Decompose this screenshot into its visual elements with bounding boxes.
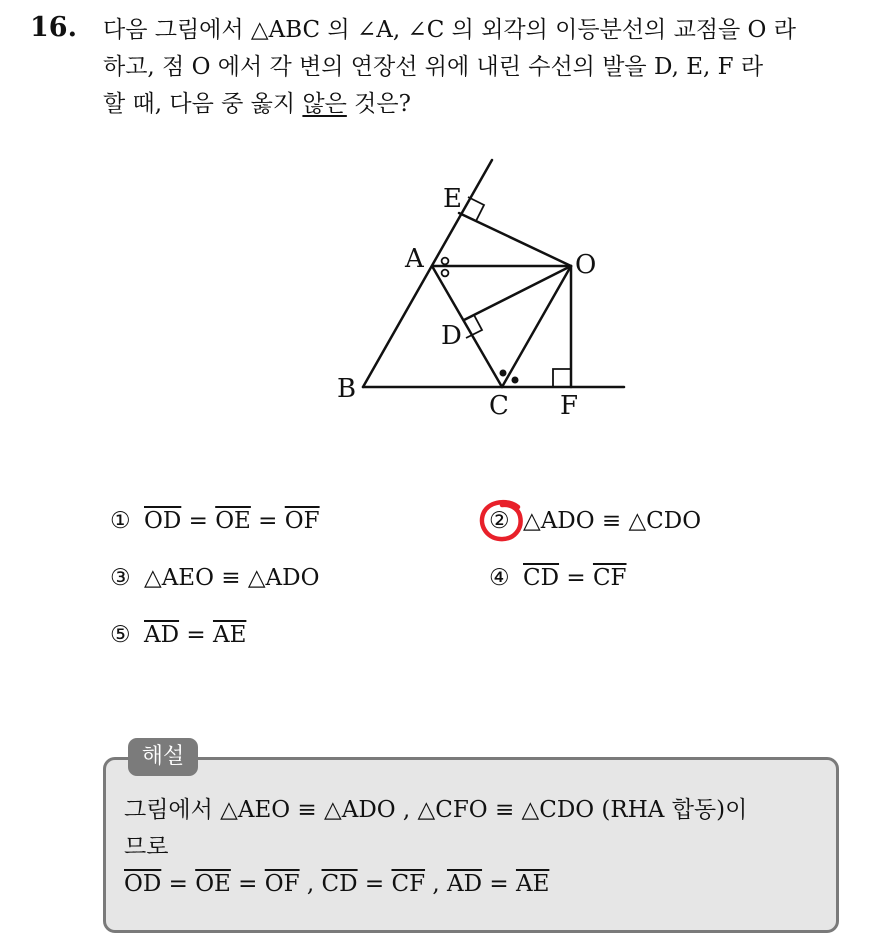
segment-ae: $\overline{AE}$ [212,622,247,648]
segment-ad: $\overline{AD}$ [446,871,483,897]
choice-2-text: △ADO ≡ △CDO [523,508,702,534]
choice-5-number: ⑤ [110,622,131,648]
segment-of: $\overline{OF}$ [264,871,300,897]
choice-2-number: ② [489,508,510,534]
segment-oe: $\overline{OE}$ [195,871,231,897]
segment-ad: $\overline{AD}$ [144,622,180,648]
line-b-to-e-extension [363,160,492,387]
segment-od: $\overline{OD}$ [124,871,162,897]
right-angle-mark-f [553,369,571,387]
label-c: C [489,391,509,421]
segment-cd: $\overline{CD}$ [523,565,560,591]
choice-4[interactable] [489,565,627,591]
segment-of: $\overline{OF}$ [284,508,320,534]
question-line-3-pre: 할 때, 다음 중 옳지 [103,91,303,117]
question-line-2: 하고, 점 O 에서 각 변의 연장선 위에 내린 수선의 발을 D, E, F 라 [103,54,764,80]
label-d: D [441,321,462,351]
equals-sign: = [482,871,516,897]
angle-mark-c-left [500,370,507,377]
segment-cf: $\overline{CF}$ [592,565,627,591]
equals-sign: = [357,871,392,897]
solution-line-3 [124,866,830,903]
choice-1-number: ① [110,508,131,534]
segment-cd: $\overline{CD}$ [321,871,358,897]
segment-e-o [459,213,571,266]
equals-sign: = [179,622,213,648]
choice-2[interactable] [489,508,701,534]
question-line-1: 다음 그림에서 △ABC 의 ∠A, ∠C 의 외각의 이등분선의 교점을 O 라 [103,17,796,43]
segment-oe: $\overline{OE}$ [215,508,251,534]
equals-sign: = [181,508,216,534]
question-line-3-post: 것은? [346,91,411,117]
label-e: E [443,184,462,214]
equals-sign: = [250,508,285,534]
choice-3[interactable] [110,565,319,591]
label-f: F [560,391,579,421]
equals-sign: = [230,871,265,897]
equals-sign: = [161,871,196,897]
segment-cf: $\overline{CF}$ [391,871,426,897]
segment-od: $\overline{OD}$ [144,508,182,534]
choice-4-number: ④ [489,565,510,591]
solution-line-1: 그림에서 △AEO ≡ △ADO , △CFO ≡ △CDO (RHA 합동)이 [124,797,748,823]
label-o: O [575,250,597,280]
solution-tag: 해설 [128,738,198,776]
label-b: B [337,374,357,404]
choice-3-number: ③ [110,565,131,591]
label-a: A [405,244,424,274]
choice-5[interactable] [110,622,246,648]
separator: , [425,871,447,897]
angle-mark-a-lower [442,270,449,277]
segment-ae: $\overline{AE}$ [515,871,550,897]
choice-3-text: △AEO ≡ △ADO [144,565,320,591]
equals-sign: = [559,565,593,591]
angle-mark-c-right [512,377,519,384]
question-underlined-word: 않은 [302,91,347,117]
solution-line-2: 므로 [124,834,169,860]
separator: , [299,871,322,897]
solution-text [124,792,830,903]
angle-mark-a-upper [442,258,449,265]
choice-1[interactable] [110,508,320,534]
question-number: 16. [30,12,77,43]
